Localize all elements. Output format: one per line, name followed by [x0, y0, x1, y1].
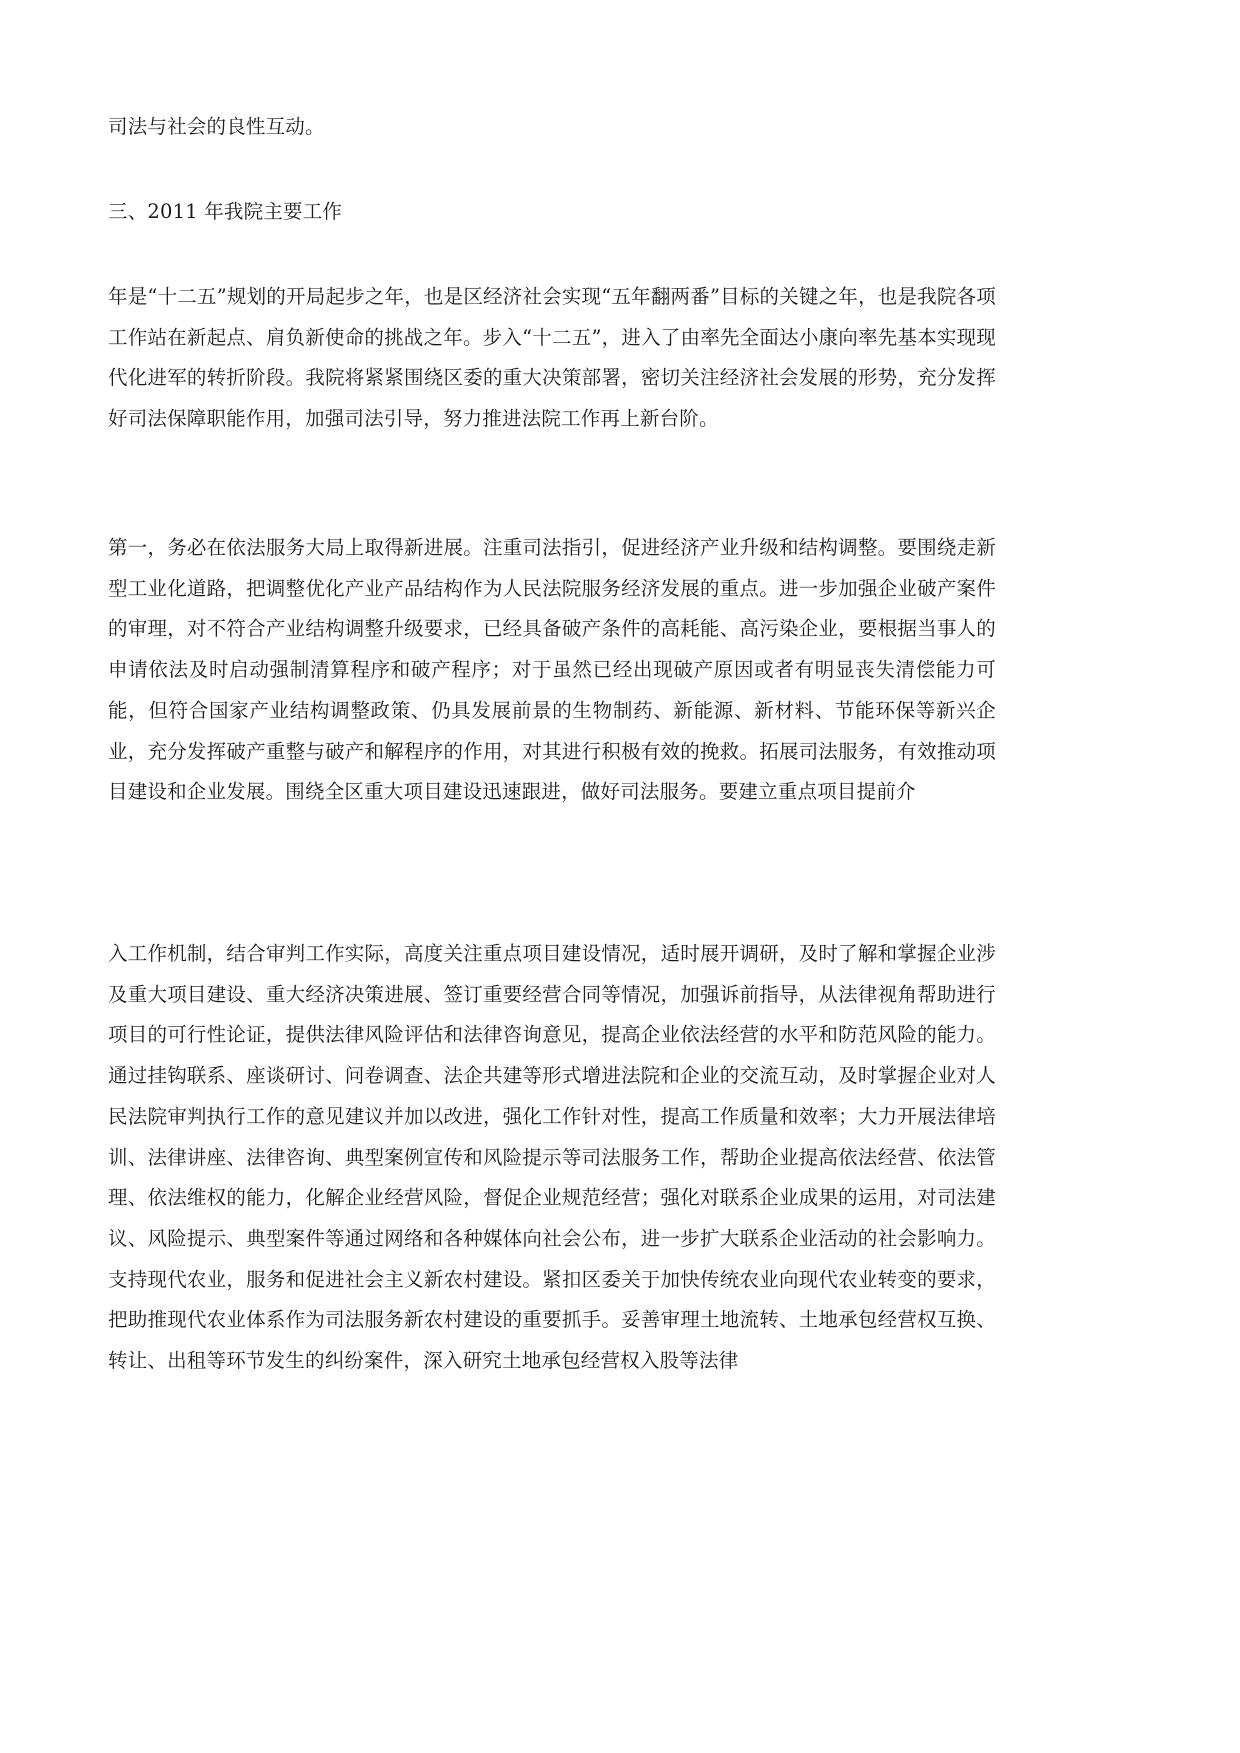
paragraph-continued: 入工作机制，结合审判工作实际，高度关注重点项目建设情况，适时展开调研，及时了解和掌握企业涉及重大项目建设、重大经济决策进展、签订重要经营合同等情况，加强诉前指导，从法律视角帮助进行项目的可行性论证，提供法律风险评估和法律咨询意见，提高企业依法经营的水平和防范风险的能力。通过挂钩联系、座谈研讨、问卷调查、法企共建等形式增进法院和企业的交流互动，及时掌握企业对人民法院审判执行工作的意见建议并加以改进，强化工作针对性，提高工作质量和效率；大力开展法律培训、法律讲座、法律咨询、典型案例宣传和风险提示等司法服务工作，帮助企业提高依法经营、依法管理、依法维权的能力，化解企业经营风险，督促企业规范经营；强化对联系企业成果的运用，对司法建议、风险提示、典型案件等通过网络和各种媒体向社会公布，进一步扩大联系企业活动的社会影响力。支持现代农业，服务和促进社会主义新农村建设。紧扣区委关于加快传统农业向现代农业转变的要求，把助推现代农业体系作为司法服务新农村建设的重要抓手。妥善审理土地流转、土地承包经营权互换、转让、出租等环节发生的纠纷案件，深入研究土地承包经营权入股等法律	[108, 942, 996, 1373]
paragraph-first-point: 第一，务必在依法服务大局上取得新进展。注重司法指引，促进经济产业升级和结构调整。要围绕走新型工业化道路，把调整优化产业产品结构作为人民法院服务经济发展的重点。进一步加强企业破产案件的审理，对不符合产业结构调整升级要求，已经具备破产条件的高耗能、高污染企业，要根据当事人的申请依法及时启动强制清算程序和破产程序；对于虽然已经出现破产原因或者有明显丧失清偿能力可能，但符合国家产业结构调整政策、仍具发展前景的生物制药、新能源、新材料、节能环保等新兴企业，充分发挥破产重整与破产和解程序的作用，对其进行积极有效的挽救。拓展司法服务，有效推动项目建设和企业发展。围绕全区重大项目建设迅速跟进，做好司法服务。要建立重点项目提前介	[108, 536, 996, 804]
paragraph-overview: 年是“十二五”规划的开局起步之年，也是区经济社会实现“五年翻两番”目标的关键之年，也是我院各项工作站在新起点、肩负新使命的挑战之年。步入“十二五”，进入了由率先全面达小康向率先基本实现现代化进军的转折阶段。我院将紧紧围绕区委的重大决策部署，密切关注经济社会发展的形势，充分发挥好司法保障职能作用，加强司法引导，努力推进法院工作再上新台阶。	[108, 285, 996, 431]
section-heading: 三、2011 年我院主要工作	[108, 200, 343, 223]
paragraph-intro-tail: 司法与社会的良性互动。	[108, 115, 325, 138]
